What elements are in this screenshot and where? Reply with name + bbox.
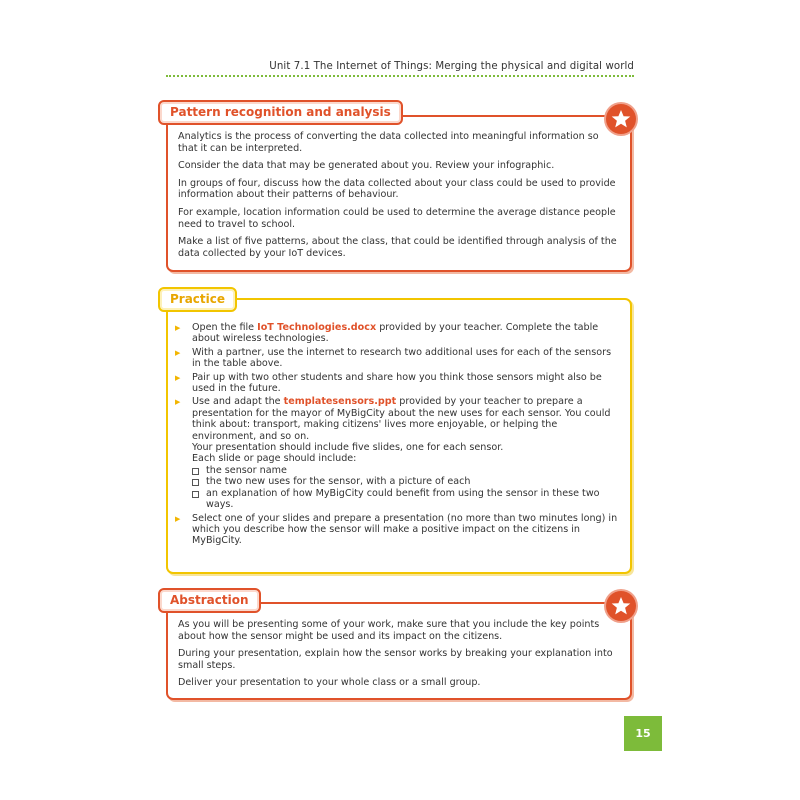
paragraph: In groups of four, discuss how the data collected about your class could be used to provide information about their patterns of behaviour. [178, 177, 616, 201]
arrow-bullet-icon: ▶ [175, 514, 181, 523]
pattern-recognition-heading: Pattern recognition and analysis [158, 100, 403, 125]
list-item: ▶ Open the file IoT Technologies.docx provided by your teacher. Complete the table about wireless technologies. [175, 322, 599, 345]
practice-heading: Practice [158, 287, 237, 312]
arrow-bullet-icon: ▶ [175, 398, 181, 407]
paragraph: Analytics is the process of converting the data collected into meaningful information so that it can be interpreted. [178, 131, 599, 154]
header-divider [166, 75, 634, 77]
paragraph: Make a list of five patterns, about the class, that could be identified through analysis of the data collected by your IoT devices. [178, 236, 617, 259]
paragraph: As you will be presenting some of your work, make sure that you include the key points about how the sensor might be used and its impact on the citizens. [178, 619, 600, 642]
file-link-templatesensors[interactable]: templatesensors.ppt [283, 396, 397, 408]
arrow-bullet-icon: ▶ [175, 348, 181, 357]
file-link-iot-technologies[interactable]: IoT Technologies.docx [257, 322, 377, 333]
checkbox-bullet-icon [192, 468, 199, 475]
sub-list-item: an explanation of how MyBigCity could benefit from using the sensor in these two ways. [192, 488, 620, 511]
slide-requirements-list [192, 465, 620, 511]
star-icon [606, 104, 636, 134]
list-item: ▶ Select one of your slides and prepare a presentation (no more than two minutes long) in which you describe how the sensor will make a positive impact on the citizens in MyBigCity. [175, 512, 618, 547]
arrow-bullet-icon: ▶ [175, 373, 181, 382]
paragraph: During your presentation, explain how the sensor works by breaking your explanation into small steps. [178, 648, 613, 671]
checkbox-bullet-icon [192, 479, 199, 486]
abstraction-heading: Abstraction [158, 588, 261, 613]
paragraph: Deliver your presentation to your whole class or a small group. [178, 677, 481, 689]
list-item: ▶ Use and adapt the templatesensors.ppt provided by your teacher to prepare a presentation for the mayor of MyBigCity about the new uses for each sensor. You could think about: transport, making citizens' lives more enjoyable, or helping the environment, and so on. Your presentation should include five slides, one for each sensor. Each slide or page should include: the sensor name the two new uses for the sensor, with a picture of each an explanation of how MyBigCity could benefit from using the sensor in these two ways. [172, 396, 620, 510]
unit-title: Unit 7.1 The Internet of Things: Merging the physical and digital world [269, 61, 634, 72]
page-number: 15 [624, 716, 662, 751]
checkbox-bullet-icon [192, 491, 199, 498]
star-icon [606, 591, 636, 621]
arrow-bullet-icon: ▶ [175, 324, 181, 332]
paragraph: For example, location information could be used to determine the average distance people need to travel to school. [178, 206, 616, 230]
sub-list-item: the sensor name [192, 465, 620, 476]
list-item: ▶ Pair up with two other students and share how you think those sensors might also be used in the future. [175, 371, 602, 395]
list-item: ▶ With a partner, use the internet to research two additional uses for each of the sensors in the table above. [175, 346, 612, 370]
practice-content [172, 322, 620, 549]
abstraction-content [178, 619, 620, 695]
pattern-recognition-content [178, 131, 620, 265]
sub-list-item: the two new uses for the sensor, with a picture of each [192, 476, 620, 487]
paragraph: Consider the data that may be generated about you. Review your infographic. [178, 160, 555, 172]
